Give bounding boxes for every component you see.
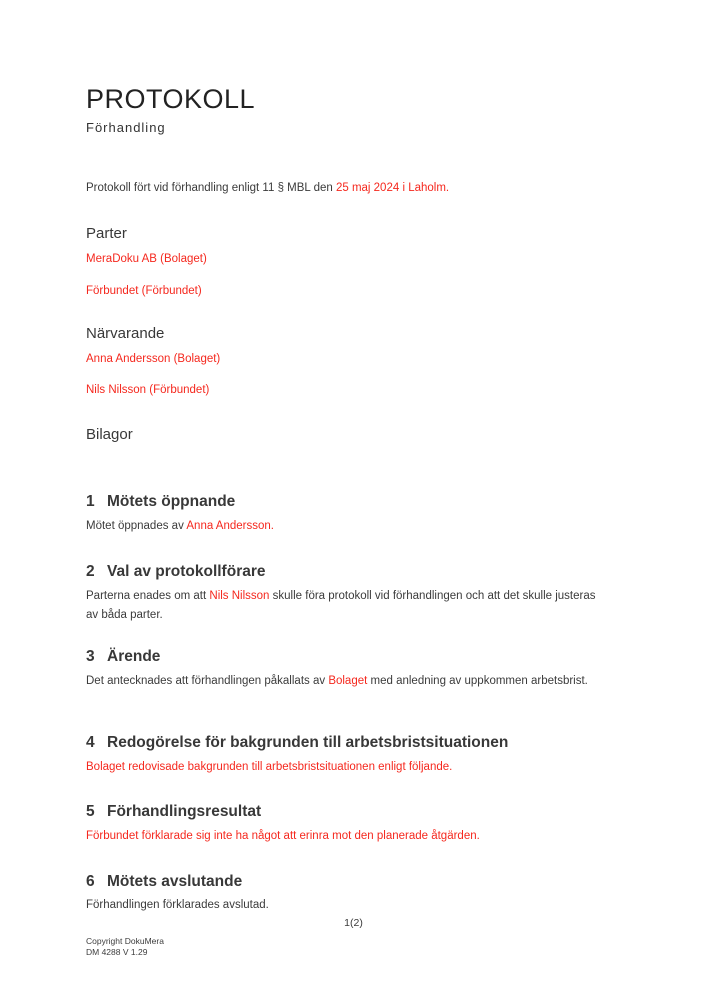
document-footer — [86, 936, 164, 957]
intro-paragraph — [86, 179, 449, 198]
section-4-title: Redogörelse för bakgrunden till arbetsbristsituationen — [107, 734, 509, 751]
section-1-heading — [86, 493, 235, 511]
section-1-number: 1 — [86, 493, 95, 510]
section-6-body — [86, 896, 269, 915]
section-4-body — [86, 758, 452, 777]
section-5-number: 5 — [86, 803, 95, 820]
section-3-title: Ärende — [107, 648, 161, 665]
section-1-placeholder: Anna Andersson. — [186, 520, 274, 532]
section-5-heading — [86, 803, 261, 821]
parter-item-company: MeraDoku AB (Bolaget) — [86, 253, 207, 265]
section-4-number: 4 — [86, 734, 95, 751]
footer-doc-code: DM 4288 V 1.29 — [86, 946, 148, 957]
section-2-placeholder: Nils Nilsson — [209, 590, 270, 602]
section-2-number: 2 — [86, 563, 95, 580]
section-5-placeholder: Förbundet förklarade sig inte ha något att erinra mot den planerade åtgärden. — [86, 830, 480, 842]
section-1-title: Mötets öppnande — [107, 493, 236, 510]
parter-item-union: Förbundet (Förbundet) — [86, 285, 202, 297]
section-3-text: Det antecknades att förhandlingen påkallats av — [86, 675, 329, 687]
section-5-title: Förhandlingsresultat — [107, 803, 262, 820]
section-3-text-after: med anledning av uppkommen arbetsbrist. — [367, 675, 588, 687]
section-6-title: Mötets avslutande — [107, 873, 243, 890]
intro-date-place-placeholder: 25 maj 2024 i Laholm. — [335, 182, 450, 194]
document-subtitle: Förhandling — [86, 120, 166, 135]
section-6-number: 6 — [86, 873, 95, 890]
section-4-placeholder: Bolaget redovisade bakgrunden till arbetsbristsituationen enligt följande. — [86, 761, 453, 773]
footer-copyright: Copyright DokuMera — [86, 936, 164, 946]
section-5-body — [86, 827, 480, 846]
section-3-placeholder: Bolaget — [328, 675, 368, 687]
section-4-heading — [86, 734, 508, 752]
section-2-body — [86, 587, 602, 625]
section-3-number: 3 — [86, 648, 95, 665]
document-title: PROTOKOLL — [86, 84, 256, 114]
narvarande-heading: Närvarande — [86, 325, 165, 342]
section-1-text: Mötet öppnades av — [86, 520, 187, 532]
section-2-text-after: skulle föra protokoll vid förhandlingen och att det skulle justeras av båda parter. — [86, 590, 596, 621]
page-number: 1(2) — [344, 917, 363, 929]
intro-text: Protokoll fört vid förhandling enligt 11 § MBL den — [86, 182, 336, 194]
section-2-title: Val av protokollförare — [107, 563, 266, 580]
section-3-body — [86, 672, 588, 691]
section-1-body — [86, 517, 274, 536]
section-6-heading — [86, 873, 242, 891]
narvarande-item-company-rep: Anna Andersson (Bolaget) — [86, 353, 221, 365]
bilagor-heading: Bilagor — [86, 426, 133, 443]
parter-heading: Parter — [86, 225, 127, 242]
section-6-text: Förhandlingen förklarades avslutad. — [86, 899, 269, 911]
section-3-heading — [86, 648, 160, 666]
section-2-text: Parterna enades om att — [86, 590, 210, 602]
narvarande-item-union-rep: Nils Nilsson (Förbundet) — [86, 384, 210, 396]
section-2-heading — [86, 563, 266, 581]
